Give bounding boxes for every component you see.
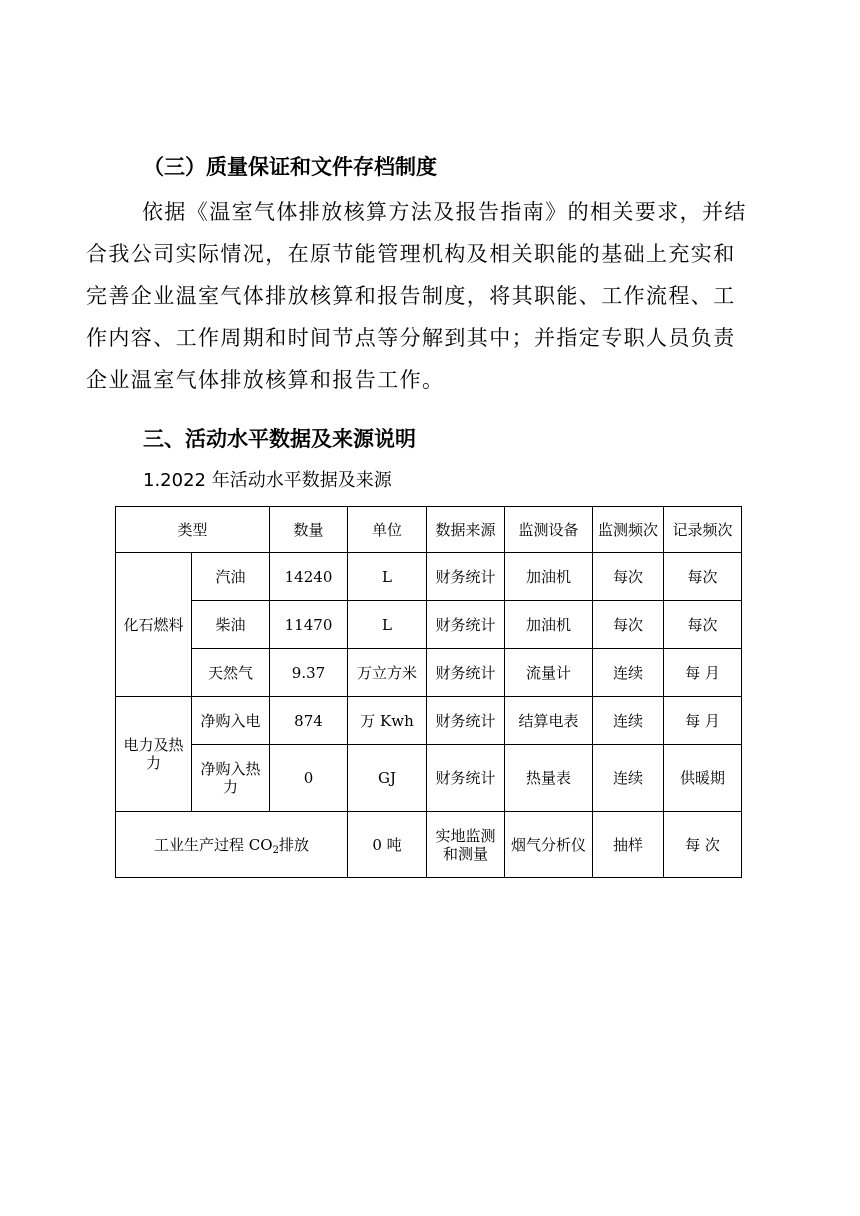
- section-heading-activity: 三、活动水平数据及来源说明: [143, 427, 416, 451]
- type-cell: 柴油: [192, 601, 270, 649]
- header-cell: 数量: [270, 507, 348, 553]
- process-label-text: 工业生产过程 CO: [154, 835, 273, 854]
- device-cell: 加油机: [505, 553, 593, 601]
- table-row: [116, 553, 742, 601]
- header-cell: 数据来源: [427, 507, 505, 553]
- section-heading-quality: （三）质量保证和文件存档制度: [143, 155, 437, 179]
- unit-cell: L: [348, 601, 427, 649]
- type-cell: 汽油: [192, 553, 270, 601]
- paragraph-line: 作内容、工作周期和时间节点等分解到其中；并指定专职人员负责: [86, 326, 736, 350]
- device-cell: 热量表: [505, 745, 593, 812]
- record-freq-cell: 每 月: [664, 697, 742, 745]
- monitor-freq-cell: 连续: [593, 697, 664, 745]
- type-cell: 净购入热力: [192, 745, 270, 812]
- monitor-freq-cell: 抽样: [593, 812, 664, 878]
- type-cell: 天然气: [192, 649, 270, 697]
- source-cell: 财务统计: [427, 553, 505, 601]
- qty-unit-cell: 0 吨: [348, 812, 427, 878]
- qty-cell: 9.37: [270, 649, 348, 697]
- paragraph-line: 依据《温室气体排放核算方法及报告指南》的相关要求，并结: [142, 200, 747, 224]
- device-cell: 结算电表: [505, 697, 593, 745]
- process-label-suffix: 排放: [278, 835, 309, 854]
- table-caption: 1.2022 年活动水平数据及来源: [143, 470, 392, 491]
- monitor-freq-cell: 连续: [593, 745, 664, 812]
- qty-cell: 11470: [270, 601, 348, 649]
- record-freq-cell: 每次: [664, 553, 742, 601]
- source-cell: 财务统计: [427, 745, 505, 812]
- table-row: [116, 697, 742, 745]
- header-cell: 类型: [116, 507, 270, 553]
- monitor-freq-cell: 每次: [593, 553, 664, 601]
- process-label-cell: [116, 812, 348, 878]
- unit-cell: 万 Kwh: [348, 697, 427, 745]
- table-row: [116, 745, 742, 812]
- source-cell: 财务统计: [427, 697, 505, 745]
- source-cell: 实地监测和测量: [427, 812, 505, 878]
- paragraph-line: 合我公司实际情况，在原节能管理机构及相关职能的基础上充实和: [86, 242, 736, 266]
- header-cell: 单位: [348, 507, 427, 553]
- qty-cell: 874: [270, 697, 348, 745]
- record-freq-cell: 每 次: [664, 812, 742, 878]
- process-label-subscript: 2: [272, 844, 279, 856]
- record-freq-cell: 供暖期: [664, 745, 742, 812]
- table-row: [116, 649, 742, 697]
- record-freq-cell: 每 月: [664, 649, 742, 697]
- activity-data-table: [115, 506, 742, 878]
- device-cell: 加油机: [505, 601, 593, 649]
- group-cell-fossil: 化石燃料: [116, 553, 192, 697]
- paragraph-line: 完善企业温室气体排放核算和报告制度，将其职能、工作流程、工: [86, 284, 736, 308]
- header-cell: 监测设备: [505, 507, 593, 553]
- header-cell: 监测频次: [593, 507, 664, 553]
- device-cell: 流量计: [505, 649, 593, 697]
- monitor-freq-cell: 连续: [593, 649, 664, 697]
- body-paragraph: [86, 191, 766, 401]
- unit-cell: GJ: [348, 745, 427, 812]
- table-row: [116, 601, 742, 649]
- type-cell: 净购入电: [192, 697, 270, 745]
- source-cell: 财务统计: [427, 601, 505, 649]
- record-freq-cell: 每次: [664, 601, 742, 649]
- device-cell: 烟气分析仪: [505, 812, 593, 878]
- header-cell: 记录频次: [664, 507, 742, 553]
- qty-cell: 14240: [270, 553, 348, 601]
- table-header-row: [116, 507, 742, 553]
- source-cell: 财务统计: [427, 649, 505, 697]
- monitor-freq-cell: 每次: [593, 601, 664, 649]
- qty-cell: 0: [270, 745, 348, 812]
- group-cell-power: 电力及热力: [116, 697, 192, 812]
- table-row-process: [116, 812, 742, 878]
- paragraph-line: 企业温室气体排放核算和报告工作。: [86, 368, 445, 392]
- unit-cell: 万立方米: [348, 649, 427, 697]
- unit-cell: L: [348, 553, 427, 601]
